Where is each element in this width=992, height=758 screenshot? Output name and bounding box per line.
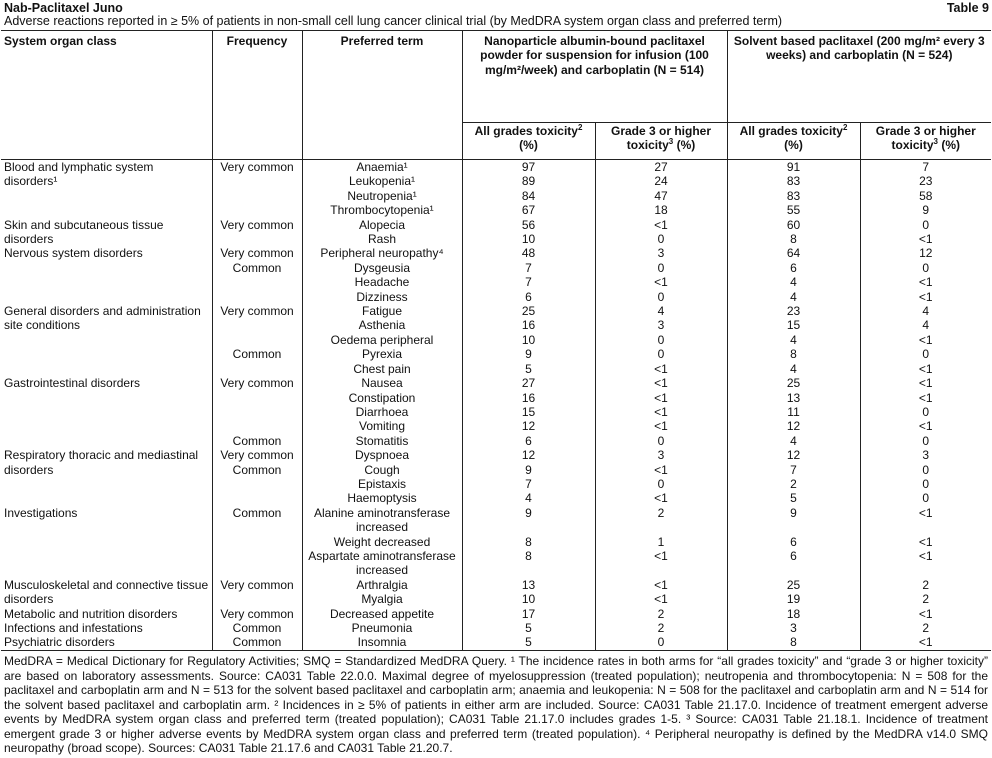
cell-solvent-grade3: 0 xyxy=(860,463,991,477)
cell-nab-all-grades: 9 xyxy=(462,347,595,361)
cell-solvent-grade3: <1 xyxy=(860,635,991,650)
cell-frequency xyxy=(212,362,302,376)
header-preferred-term: Preferred term xyxy=(302,31,462,160)
cell-solvent-all-grades: 4 xyxy=(727,290,860,304)
cell-nab-all-grades: 12 xyxy=(462,419,595,433)
cell-solvent-grade3: 0 xyxy=(860,491,991,505)
cell-nab-all-grades: 9 xyxy=(462,463,595,477)
cell-frequency xyxy=(212,174,302,188)
table-row xyxy=(1,448,991,462)
cell-solvent-all-grades: 6 xyxy=(727,535,860,549)
cell-nab-all-grades: 13 xyxy=(462,578,595,592)
cell-nab-grade3: <1 xyxy=(595,592,727,606)
cell-solvent-all-grades: 23 xyxy=(727,304,860,318)
cell-frequency: Common xyxy=(212,621,302,635)
cell-solvent-grade3: <1 xyxy=(860,362,991,376)
cell-preferred-term: Fatigue xyxy=(302,304,462,318)
cell-preferred-term: Oedema peripheral xyxy=(302,333,462,347)
cell-nab-grade3: 2 xyxy=(595,621,727,635)
cell-frequency xyxy=(212,203,302,217)
cell-system-organ-class: Infections and infestations xyxy=(4,621,143,635)
header-frequency: Frequency xyxy=(212,31,302,160)
cell-solvent-grade3: <1 xyxy=(860,419,991,433)
cell-frequency xyxy=(212,405,302,419)
cell-solvent-all-grades: 83 xyxy=(727,189,860,203)
cell-frequency xyxy=(212,491,302,505)
cell-system-organ-class: Respiratory thoracic and mediastinal disorders xyxy=(4,448,199,477)
cell-preferred-term: Dysgeusia xyxy=(302,261,462,275)
cell-frequency: Common xyxy=(212,463,302,477)
cell-system-organ-class: Gastrointestinal disorders xyxy=(4,376,141,391)
cell-frequency: Very common xyxy=(212,376,302,390)
cell-frequency: Common xyxy=(212,261,302,275)
cell-frequency xyxy=(212,592,302,606)
cell-nab-grade3: <1 xyxy=(595,275,727,289)
cell-nab-all-grades: 12 xyxy=(462,448,595,462)
product-title: Nab-Paclitaxel Juno xyxy=(4,0,123,15)
cell-solvent-all-grades: 60 xyxy=(727,218,860,232)
cell-nab-all-grades: 6 xyxy=(462,290,595,304)
cell-preferred-term: Myalgia xyxy=(302,592,462,606)
cell-solvent-all-grades: 7 xyxy=(727,463,860,477)
table-number: Table 9 xyxy=(946,0,989,15)
title-row xyxy=(4,0,989,15)
table-body xyxy=(1,160,991,651)
cell-nab-grade3: <1 xyxy=(595,391,727,405)
cell-preferred-term: Anaemia¹ xyxy=(302,160,462,175)
cell-nab-grade3: 3 xyxy=(595,246,727,260)
cell-preferred-term: Haemoptysis xyxy=(302,491,462,505)
cell-system-organ-class: Nervous system disorders xyxy=(4,246,143,261)
cell-nab-all-grades: 5 xyxy=(462,621,595,635)
cell-solvent-all-grades: 3 xyxy=(727,621,860,635)
cell-frequency xyxy=(212,232,302,246)
cell-preferred-term: Peripheral neuropathy⁴ xyxy=(302,246,462,260)
cell-frequency: Very common xyxy=(212,246,302,260)
cell-nab-all-grades: 10 xyxy=(462,592,595,606)
table-caption: Adverse reactions reported in ≥ 5% of patients in non-small cell lung cancer clinical trial (by MedDRA system organ class and preferred term) xyxy=(4,14,783,28)
cell-nab-grade3: 0 xyxy=(595,261,727,275)
cell-nab-grade3: <1 xyxy=(595,362,727,376)
cell-solvent-all-grades: 5 xyxy=(727,491,860,505)
cell-nab-grade3: 3 xyxy=(595,448,727,462)
cell-solvent-grade3: 0 xyxy=(860,434,991,448)
cell-nab-all-grades: 97 xyxy=(462,160,595,175)
cell-solvent-grade3: 2 xyxy=(860,578,991,592)
cell-nab-all-grades: 48 xyxy=(462,246,595,260)
cell-system-organ-class: Investigations xyxy=(4,505,78,520)
cell-solvent-grade3: 0 xyxy=(860,477,991,491)
cell-nab-grade3: 18 xyxy=(595,203,727,217)
cell-nab-all-grades: 5 xyxy=(462,635,595,650)
cell-system-organ-class: Skin and subcutaneous tissue disorders xyxy=(4,217,164,247)
cell-solvent-grade3: <1 xyxy=(860,333,991,347)
cell-solvent-all-grades: 6 xyxy=(727,261,860,275)
cell-preferred-term: Diarrhoea xyxy=(302,405,462,419)
cell-nab-all-grades: 10 xyxy=(462,232,595,246)
cell-nab-grade3: 0 xyxy=(595,333,727,347)
table-row xyxy=(1,635,991,650)
cell-nab-grade3: <1 xyxy=(595,463,727,477)
cell-nab-grade3: 1 xyxy=(595,535,727,549)
table-row xyxy=(1,578,991,592)
cell-nab-all-grades: 5 xyxy=(462,362,595,376)
adverse-reactions-table xyxy=(1,30,991,651)
cell-preferred-term: Dizziness xyxy=(302,290,462,304)
cell-frequency: Common xyxy=(212,434,302,448)
cell-frequency xyxy=(212,189,302,203)
cell-nab-grade3: 27 xyxy=(595,160,727,175)
cell-preferred-term: Leukopenia¹ xyxy=(302,174,462,188)
cell-solvent-all-grades: 19 xyxy=(727,592,860,606)
cell-solvent-all-grades: 18 xyxy=(727,607,860,621)
cell-preferred-term: Nausea xyxy=(302,376,462,390)
cell-solvent-grade3: 3 xyxy=(860,448,991,462)
cell-preferred-term: Pyrexia xyxy=(302,347,462,361)
cell-solvent-grade3: 12 xyxy=(860,246,991,260)
cell-solvent-grade3: 9 xyxy=(860,203,991,217)
cell-system-organ-class: Musculoskeletal and connective tissue disorders xyxy=(4,577,209,607)
cell-frequency xyxy=(212,333,302,347)
cell-solvent-grade3: 2 xyxy=(860,592,991,606)
cell-nab-grade3: 0 xyxy=(595,232,727,246)
cell-solvent-grade3: 0 xyxy=(860,347,991,361)
cell-frequency: Very common xyxy=(212,218,302,232)
cell-nab-all-grades: 7 xyxy=(462,275,595,289)
cell-solvent-all-grades: 64 xyxy=(727,246,860,260)
table-row xyxy=(1,621,991,635)
cell-solvent-grade3: <1 xyxy=(860,391,991,405)
cell-frequency xyxy=(212,290,302,304)
cell-nab-all-grades: 16 xyxy=(462,318,595,332)
cell-preferred-term: Constipation xyxy=(302,391,462,405)
cell-frequency xyxy=(212,318,302,332)
cell-frequency: Common xyxy=(212,347,302,361)
cell-nab-grade3: <1 xyxy=(595,376,727,390)
cell-nab-all-grades: 89 xyxy=(462,174,595,188)
cell-nab-grade3: 2 xyxy=(595,607,727,621)
header-solvent-grade3: Grade 3 or higher toxicity$^3$ (%) xyxy=(860,123,991,160)
cell-system-organ-class: Metabolic and nutrition disorders xyxy=(4,606,178,621)
cell-frequency xyxy=(212,535,302,549)
cell-solvent-all-grades: 12 xyxy=(727,419,860,433)
cell-solvent-all-grades: 13 xyxy=(727,391,860,405)
cell-preferred-term: Decreased appetite xyxy=(302,607,462,621)
table-row xyxy=(1,376,991,390)
cell-nab-all-grades: 8 xyxy=(462,535,595,549)
cell-system-organ-class: Psychiatric disorders xyxy=(1,635,212,650)
cell-solvent-grade3: 0 xyxy=(860,405,991,419)
cell-solvent-grade3: 7 xyxy=(860,160,991,175)
cell-nab-grade3: 0 xyxy=(595,635,727,650)
cell-frequency xyxy=(212,391,302,405)
header-nab-grade3: Grade 3 or higher toxicity$^3$ (%) xyxy=(595,123,727,160)
cell-system-organ-class: Blood and lymphatic system disorders¹ xyxy=(4,160,154,189)
cell-solvent-grade3: <1 xyxy=(860,535,991,549)
cell-solvent-all-grades: 2 xyxy=(727,477,860,491)
cell-solvent-all-grades: 8 xyxy=(727,232,860,246)
header-nab-arm: Nanoparticle albumin-bound paclitaxel powder for suspension for infusion (100 mg/m²/week) and carboplatin (N = 514) xyxy=(462,31,727,123)
cell-preferred-term: Cough xyxy=(302,463,462,477)
cell-nab-all-grades: 7 xyxy=(462,261,595,275)
header-nab-all-grades: All grades toxicity$^2$ (%) xyxy=(462,123,595,160)
cell-solvent-grade3: <1 xyxy=(860,290,991,304)
cell-solvent-grade3: <1 xyxy=(860,506,991,535)
cell-solvent-all-grades: 8 xyxy=(727,635,860,650)
cell-solvent-all-grades: 4 xyxy=(727,434,860,448)
cell-nab-grade3: 4 xyxy=(595,304,727,318)
cell-preferred-term: Neutropenia¹ xyxy=(302,189,462,203)
cell-nab-grade3: 0 xyxy=(595,290,727,304)
cell-preferred-term: Insomnia xyxy=(302,635,462,650)
table-row xyxy=(1,160,991,175)
cell-solvent-grade3: 4 xyxy=(860,304,991,318)
cell-nab-grade3: <1 xyxy=(595,491,727,505)
document-page xyxy=(1,0,991,758)
cell-preferred-term: Aspartate aminotransferase increased xyxy=(302,549,462,578)
cell-solvent-all-grades: 4 xyxy=(727,275,860,289)
cell-solvent-grade3: 0 xyxy=(860,261,991,275)
cell-solvent-all-grades: 6 xyxy=(727,549,860,578)
cell-solvent-grade3: 2 xyxy=(860,621,991,635)
table-row xyxy=(1,607,991,621)
header-soc: System organ class xyxy=(1,31,212,160)
cell-frequency xyxy=(212,419,302,433)
cell-solvent-all-grades: 4 xyxy=(727,333,860,347)
cell-solvent-grade3: <1 xyxy=(860,275,991,289)
cell-preferred-term: Pneumonia xyxy=(302,621,462,635)
cell-frequency: Common xyxy=(212,635,302,650)
cell-nab-all-grades: 7 xyxy=(462,477,595,491)
cell-solvent-all-grades: 4 xyxy=(727,362,860,376)
cell-preferred-term: Stomatitis xyxy=(302,434,462,448)
cell-solvent-all-grades: 11 xyxy=(727,405,860,419)
cell-preferred-term: Asthenia xyxy=(302,318,462,332)
cell-nab-grade3: 0 xyxy=(595,347,727,361)
cell-nab-grade3: 2 xyxy=(595,506,727,535)
cell-solvent-all-grades: 55 xyxy=(727,203,860,217)
cell-preferred-term: Dyspnoea xyxy=(302,448,462,462)
cell-nab-all-grades: 9 xyxy=(462,506,595,535)
cell-preferred-term: Thrombocytopenia¹ xyxy=(302,203,462,217)
cell-preferred-term: Headache xyxy=(302,275,462,289)
cell-frequency: Very common xyxy=(212,304,302,318)
cell-preferred-term: Epistaxis xyxy=(302,477,462,491)
table-row xyxy=(1,218,991,232)
cell-preferred-term: Weight decreased xyxy=(302,535,462,549)
cell-system-organ-class: General disorders and administration site conditions xyxy=(4,304,201,333)
cell-solvent-grade3: 23 xyxy=(860,174,991,188)
cell-preferred-term: Alanine aminotransferase increased xyxy=(302,506,462,535)
cell-frequency xyxy=(212,549,302,578)
cell-solvent-all-grades: 25 xyxy=(727,578,860,592)
cell-preferred-term: Vomiting xyxy=(302,419,462,433)
cell-frequency: Very common xyxy=(212,607,302,621)
cell-nab-grade3: <1 xyxy=(595,218,727,232)
cell-nab-all-grades: 16 xyxy=(462,391,595,405)
cell-nab-all-grades: 10 xyxy=(462,333,595,347)
table-row xyxy=(1,506,991,535)
cell-nab-all-grades: 84 xyxy=(462,189,595,203)
cell-frequency: Very common xyxy=(212,160,302,175)
table-footnote: MedDRA = Medical Dictionary for Regulatory Activities; SMQ = Standardized MedDRA Query. ¹ The incidence rates in both arms for “all grades toxicity” and “grade 3 or higher toxicity” are based on laboratory assessments. Source: CA031 Table 22.0.0. Maximal degree of myelosuppression (treated population); neutropenia and thrombocytopenia: N = 508 for the paclitaxel and carboplatin arm and N = 513 for the solvent based paclitaxel and carboplatin arm; anaemia and leukopenia: N = 508 for the paclitaxel and carboplatin arm and N = 514 for the solvent based paclitaxel and carboplatin arm. ² Incidences in ≥ 5% of patients in either arm are included. Source: CA031 Table 21.17.0. Incidence of treatment emergent adverse events by MedDRA system organ class and preferred term (treated population); CA031 Table 21.17.0 includes grades 1-5. ³ Source: CA031 Table 21.18.1. Incidence of treatment emergent grade 3 or higher adverse events by MedDRA system organ class and preferred term (treated population). ⁴ Peripheral neuropathy is defined by the MedDRA v14.0 SMQ neuropathy (broad scope). Sources: CA031 Table 21.17.6 and CA031 Table 21.20.7. xyxy=(4,654,988,755)
cell-nab-all-grades: 17 xyxy=(462,607,595,621)
cell-solvent-grade3: <1 xyxy=(860,376,991,390)
cell-nab-grade3: 24 xyxy=(595,174,727,188)
cell-solvent-all-grades: 25 xyxy=(727,376,860,390)
cell-frequency: Very common xyxy=(212,448,302,462)
cell-preferred-term: Arthralgia xyxy=(302,578,462,592)
cell-nab-all-grades: 6 xyxy=(462,434,595,448)
cell-nab-grade3: 3 xyxy=(595,318,727,332)
cell-nab-grade3: <1 xyxy=(595,549,727,578)
cell-nab-all-grades: 25 xyxy=(462,304,595,318)
cell-solvent-all-grades: 8 xyxy=(727,347,860,361)
table-row xyxy=(1,246,991,260)
cell-solvent-all-grades: 83 xyxy=(727,174,860,188)
cell-preferred-term: Alopecia xyxy=(302,218,462,232)
cell-solvent-all-grades: 9 xyxy=(727,506,860,535)
cell-solvent-grade3: <1 xyxy=(860,232,991,246)
cell-solvent-all-grades: 12 xyxy=(727,448,860,462)
cell-nab-all-grades: 27 xyxy=(462,376,595,390)
cell-nab-grade3: 47 xyxy=(595,189,727,203)
header-solvent-all-grades: All grades toxicity$^2$ (%) xyxy=(727,123,860,160)
cell-solvent-all-grades: 91 xyxy=(727,160,860,175)
cell-nab-all-grades: 4 xyxy=(462,491,595,505)
cell-preferred-term: Rash xyxy=(302,232,462,246)
header-solvent-arm: Solvent based paclitaxel (200 mg/m² every 3 weeks) and carboplatin (N = 524) xyxy=(727,31,991,123)
cell-solvent-grade3: 4 xyxy=(860,318,991,332)
cell-nab-grade3: <1 xyxy=(595,419,727,433)
cell-solvent-all-grades: 15 xyxy=(727,318,860,332)
cell-frequency: Very common xyxy=(212,578,302,592)
cell-nab-all-grades: 15 xyxy=(462,405,595,419)
cell-frequency: Common xyxy=(212,506,302,535)
cell-frequency xyxy=(212,477,302,491)
cell-solvent-grade3: 0 xyxy=(860,218,991,232)
cell-nab-all-grades: 8 xyxy=(462,549,595,578)
table-row xyxy=(1,304,991,318)
cell-solvent-grade3: <1 xyxy=(860,549,991,578)
cell-nab-grade3: <1 xyxy=(595,405,727,419)
cell-nab-all-grades: 67 xyxy=(462,203,595,217)
cell-frequency xyxy=(212,275,302,289)
cell-nab-grade3: <1 xyxy=(595,578,727,592)
cell-nab-grade3: 0 xyxy=(595,434,727,448)
cell-preferred-term: Chest pain xyxy=(302,362,462,376)
cell-solvent-grade3: 58 xyxy=(860,189,991,203)
cell-nab-grade3: 0 xyxy=(595,477,727,491)
cell-nab-all-grades: 56 xyxy=(462,218,595,232)
cell-solvent-grade3: <1 xyxy=(860,607,991,621)
